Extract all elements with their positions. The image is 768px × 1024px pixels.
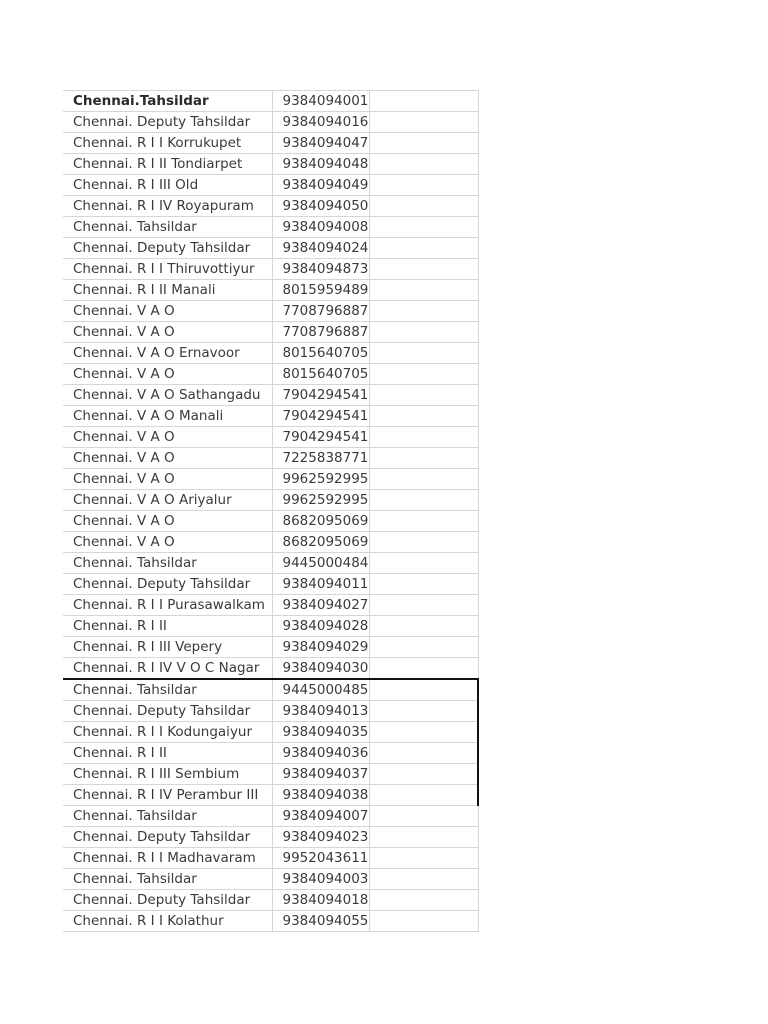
phone-number-cell[interactable]: 8682095069: [272, 511, 369, 532]
table-row: [63, 448, 478, 469]
table-row: [63, 427, 478, 448]
phone-number-cell[interactable]: 9962592995: [272, 490, 369, 511]
phone-number-cell[interactable]: 9384094007: [272, 806, 369, 827]
empty-cell[interactable]: [369, 469, 478, 490]
empty-cell[interactable]: [369, 658, 478, 680]
empty-cell[interactable]: [369, 890, 478, 911]
office-name-cell[interactable]: Chennai. Deputy Tahsildar: [63, 890, 272, 911]
phone-number-cell[interactable]: 9384094048: [272, 154, 369, 175]
table-row: [63, 196, 478, 217]
empty-cell[interactable]: [369, 616, 478, 637]
office-name-cell[interactable]: Chennai. V A O: [63, 301, 272, 322]
contact-table-body: [63, 91, 478, 932]
phone-number-cell[interactable]: 9384094030: [272, 658, 369, 680]
office-name-cell[interactable]: Chennai. Tahsildar: [63, 679, 272, 701]
table-row: [63, 175, 478, 196]
empty-cell[interactable]: [369, 427, 478, 448]
table-row: [63, 785, 478, 806]
office-name-cell[interactable]: Chennai. R I II: [63, 616, 272, 637]
office-name-cell[interactable]: Chennai. Deputy Tahsildar: [63, 112, 272, 133]
office-name-cell[interactable]: Chennai. R I III Old: [63, 175, 272, 196]
office-name-cell[interactable]: Chennai. Deputy Tahsildar: [63, 827, 272, 848]
empty-cell[interactable]: [369, 301, 478, 322]
table-row: [63, 532, 478, 553]
phone-number-cell[interactable]: 9384094008: [272, 217, 369, 238]
table-row: [63, 238, 478, 259]
table-row: [63, 595, 478, 616]
office-name-cell[interactable]: Chennai. V A O: [63, 427, 272, 448]
table-row: [63, 848, 478, 869]
empty-cell[interactable]: [369, 364, 478, 385]
empty-cell[interactable]: [369, 490, 478, 511]
table-row: [63, 616, 478, 637]
phone-number-cell[interactable]: 8015640705: [272, 343, 369, 364]
phone-number-cell[interactable]: 9962592995: [272, 469, 369, 490]
empty-cell[interactable]: [369, 722, 478, 743]
phone-number-cell[interactable]: 9384094037: [272, 764, 369, 785]
phone-number-cell[interactable]: 9384094001: [272, 91, 369, 112]
office-name-cell[interactable]: Chennai. Tahsildar: [63, 217, 272, 238]
table-row: [63, 469, 478, 490]
empty-cell[interactable]: [369, 196, 478, 217]
empty-cell[interactable]: [369, 112, 478, 133]
empty-cell[interactable]: [369, 91, 478, 112]
phone-number-cell[interactable]: 7904294541: [272, 385, 369, 406]
phone-number-cell[interactable]: 8015959489: [272, 280, 369, 301]
office-name-cell[interactable]: Chennai. V A O: [63, 448, 272, 469]
office-name-cell[interactable]: Chennai. R I IV V O C Nagar: [63, 658, 272, 680]
phone-number-cell[interactable]: 8682095069: [272, 532, 369, 553]
phone-number-cell[interactable]: 9384094050: [272, 196, 369, 217]
office-name-cell[interactable]: Chennai. R I I Korrukupet: [63, 133, 272, 154]
phone-number-cell[interactable]: 7225838771: [272, 448, 369, 469]
office-name-cell[interactable]: Chennai. R I I Purasawalkam: [63, 595, 272, 616]
table-row: [63, 827, 478, 848]
phone-number-cell[interactable]: 9384094013: [272, 701, 369, 722]
office-name-cell[interactable]: Chennai. R I I Thiruvottiyur: [63, 259, 272, 280]
office-name-cell[interactable]: Chennai. V A O: [63, 469, 272, 490]
office-name-cell[interactable]: Chennai. V A O: [63, 322, 272, 343]
office-name-cell[interactable]: Chennai. R I IV Perambur III: [63, 785, 272, 806]
table-row: [63, 637, 478, 658]
table-row: [63, 511, 478, 532]
office-name-cell[interactable]: Chennai. V A O: [63, 511, 272, 532]
office-name-cell[interactable]: Chennai. V A O Ariyalur: [63, 490, 272, 511]
empty-cell[interactable]: [369, 133, 478, 154]
office-name-cell[interactable]: Chennai. V A O: [63, 364, 272, 385]
phone-number-cell[interactable]: 8015640705: [272, 364, 369, 385]
office-name-cell[interactable]: Chennai. R I II Manali: [63, 280, 272, 301]
contact-table: [63, 90, 479, 932]
table-row: [63, 743, 478, 764]
phone-number-cell[interactable]: 9384094873: [272, 259, 369, 280]
table-row: [63, 658, 478, 680]
empty-cell[interactable]: [369, 869, 478, 890]
empty-cell[interactable]: [369, 574, 478, 595]
empty-cell[interactable]: [369, 154, 478, 175]
phone-number-cell[interactable]: 9384094016: [272, 112, 369, 133]
empty-cell[interactable]: [369, 175, 478, 196]
office-name-cell[interactable]: Chennai. R I III Sembium: [63, 764, 272, 785]
office-name-cell[interactable]: Chennai. R I IV Royapuram: [63, 196, 272, 217]
empty-cell[interactable]: [369, 637, 478, 658]
phone-number-cell[interactable]: 9952043611: [272, 848, 369, 869]
table-row: [63, 112, 478, 133]
phone-number-cell[interactable]: 9384094055: [272, 911, 369, 932]
office-name-cell[interactable]: Chennai. R I I Madhavaram: [63, 848, 272, 869]
empty-cell[interactable]: [369, 280, 478, 301]
table-row: [63, 259, 478, 280]
office-name-cell[interactable]: Chennai. Deputy Tahsildar: [63, 238, 272, 259]
phone-number-cell[interactable]: 9384094027: [272, 595, 369, 616]
table-row: [63, 869, 478, 890]
table-row: [63, 574, 478, 595]
office-name-cell[interactable]: Chennai. V A O: [63, 532, 272, 553]
office-name-cell[interactable]: Chennai. Tahsildar: [63, 869, 272, 890]
phone-number-cell[interactable]: 9384094035: [272, 722, 369, 743]
office-name-cell[interactable]: Chennai. V A O Manali: [63, 406, 272, 427]
table-row: [63, 553, 478, 574]
empty-cell[interactable]: [369, 701, 478, 722]
table-row: [63, 322, 478, 343]
office-name-cell[interactable]: Chennai. Tahsildar: [63, 806, 272, 827]
table-row: [63, 406, 478, 427]
phone-number-cell[interactable]: 9384094036: [272, 743, 369, 764]
phone-number-cell[interactable]: 9384094038: [272, 785, 369, 806]
table-row: [63, 280, 478, 301]
phone-number-cell[interactable]: 7904294541: [272, 406, 369, 427]
office-name-cell[interactable]: Chennai. R I I Kolathur: [63, 911, 272, 932]
office-name-cell[interactable]: Chennai. Deputy Tahsildar: [63, 574, 272, 595]
table-row: [63, 343, 478, 364]
empty-cell[interactable]: [369, 448, 478, 469]
office-name-cell[interactable]: Chennai. Tahsildar: [63, 553, 272, 574]
table-row: [63, 764, 478, 785]
phone-number-cell[interactable]: 9384094003: [272, 869, 369, 890]
office-name-cell[interactable]: Chennai.Tahsildar: [63, 91, 272, 112]
office-name-cell[interactable]: Chennai. R I II: [63, 743, 272, 764]
table-row: [63, 806, 478, 827]
table-row: [63, 679, 478, 701]
table-row: [63, 890, 478, 911]
phone-number-cell[interactable]: 7708796887: [272, 301, 369, 322]
office-name-cell[interactable]: Chennai. V A O Sathangadu: [63, 385, 272, 406]
table-row: [63, 722, 478, 743]
table-row: [63, 154, 478, 175]
table-row: [63, 301, 478, 322]
phone-number-cell[interactable]: 9384094028: [272, 616, 369, 637]
phone-number-cell[interactable]: 9384094018: [272, 890, 369, 911]
empty-cell[interactable]: [369, 385, 478, 406]
office-name-cell[interactable]: Chennai. R I III Vepery: [63, 637, 272, 658]
table-row: [63, 133, 478, 154]
office-name-cell[interactable]: Chennai. R I I Kodungaiyur: [63, 722, 272, 743]
empty-cell[interactable]: [369, 259, 478, 280]
phone-number-cell[interactable]: 7708796887: [272, 322, 369, 343]
phone-number-cell[interactable]: 9384094023: [272, 827, 369, 848]
empty-cell[interactable]: [369, 679, 478, 701]
empty-cell[interactable]: [369, 238, 478, 259]
office-name-cell[interactable]: Chennai. V A O Ernavoor: [63, 343, 272, 364]
phone-number-cell[interactable]: 9384094011: [272, 574, 369, 595]
phone-number-cell[interactable]: 9384094049: [272, 175, 369, 196]
empty-cell[interactable]: [369, 848, 478, 869]
office-name-cell[interactable]: Chennai. R I II Tondiarpet: [63, 154, 272, 175]
empty-cell[interactable]: [369, 511, 478, 532]
table-row: [63, 91, 478, 112]
empty-cell[interactable]: [369, 827, 478, 848]
table-row: [63, 217, 478, 238]
table-row: [63, 364, 478, 385]
office-name-cell[interactable]: Chennai. Deputy Tahsildar: [63, 701, 272, 722]
empty-cell[interactable]: [369, 406, 478, 427]
phone-number-cell[interactable]: 9445000485: [272, 679, 369, 701]
empty-cell[interactable]: [369, 806, 478, 827]
phone-number-cell[interactable]: 9445000484: [272, 553, 369, 574]
empty-cell[interactable]: [369, 217, 478, 238]
table-row: [63, 385, 478, 406]
empty-cell[interactable]: [369, 743, 478, 764]
table-row: [63, 911, 478, 932]
phone-number-cell[interactable]: 9384094029: [272, 637, 369, 658]
empty-cell[interactable]: [369, 764, 478, 785]
empty-cell[interactable]: [369, 553, 478, 574]
phone-number-cell[interactable]: 7904294541: [272, 427, 369, 448]
table-row: [63, 701, 478, 722]
empty-cell[interactable]: [369, 532, 478, 553]
empty-cell[interactable]: [369, 343, 478, 364]
empty-cell[interactable]: [369, 911, 478, 932]
table-row: [63, 490, 478, 511]
empty-cell[interactable]: [369, 785, 478, 806]
empty-cell[interactable]: [369, 322, 478, 343]
phone-number-cell[interactable]: 9384094047: [272, 133, 369, 154]
phone-number-cell[interactable]: 9384094024: [272, 238, 369, 259]
empty-cell[interactable]: [369, 595, 478, 616]
